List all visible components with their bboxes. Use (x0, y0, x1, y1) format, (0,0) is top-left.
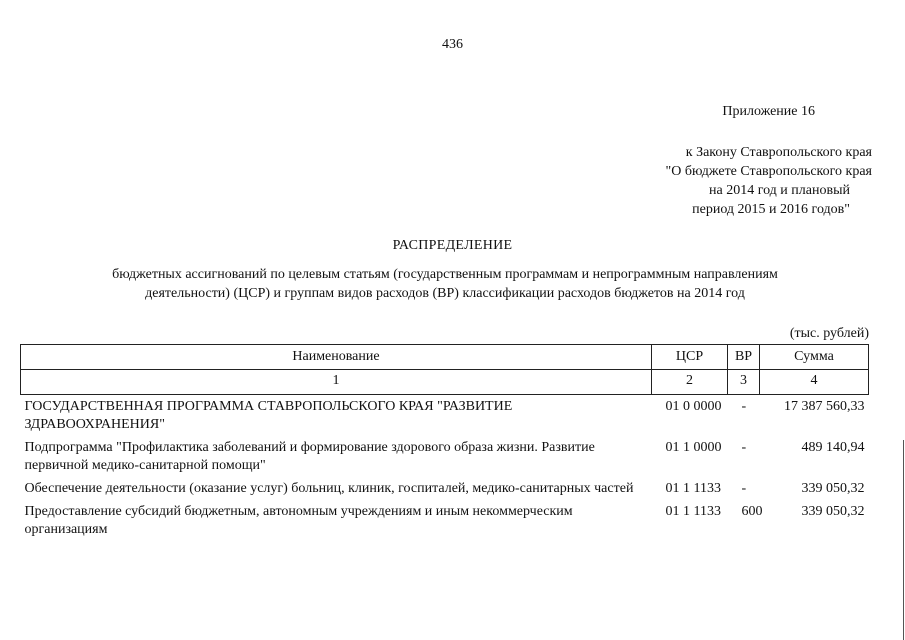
row-sum: 339 050,32 (801, 504, 865, 519)
budget-table (20, 344, 869, 541)
annex-ref-line: на 2014 год и плановый (708, 183, 850, 198)
annex-title: Приложение 16 (722, 104, 815, 119)
page-number: 436 (442, 37, 463, 52)
row-csr: 01 0 0000 (665, 399, 722, 414)
row-name: Предоставление субсидий бюджетным, автономным учреждениям и иным некоммерческим организациям (24, 504, 573, 537)
header-csr: ЦСР (652, 345, 728, 370)
row-csr: 01 1 0000 (665, 440, 722, 455)
column-number: 1 (21, 370, 652, 395)
row-vr: - (741, 440, 747, 455)
column-number: 3 (728, 370, 760, 395)
row-name: Обеспечение деятельности (оказание услуг) больниц, клиник, госпиталей, медико-санитарных частей (24, 481, 634, 496)
column-number-row (21, 370, 869, 395)
table-header-row (21, 345, 869, 370)
table-row (21, 477, 869, 500)
document-title: РАСПРЕДЕЛЕНИЕ (392, 238, 513, 253)
document-subtitle (40, 265, 850, 303)
row-csr: 01 1 1133 (665, 481, 721, 496)
header-vr: ВР (728, 345, 760, 370)
units-label: (тыс. рублей) (789, 326, 869, 341)
table-row (21, 500, 869, 541)
header-name: Наименование (21, 345, 652, 370)
row-vr: - (741, 399, 747, 414)
annex-ref-line: к Закону Ставропольского края (685, 145, 872, 160)
row-sum: 339 050,32 (801, 481, 865, 496)
row-vr: - (741, 481, 747, 496)
row-name: Подпрограмма "Профилактика заболеваний и формирование здорового образа жизни. Развитие первичной медико-санитарной помощи" (24, 440, 595, 473)
table-row (21, 395, 869, 437)
row-sum: 17 387 560,33 (784, 399, 865, 414)
annex-ref-line: период 2015 и 2016 годов" (692, 202, 850, 217)
subtitle-line: бюджетных ассигнований по целевым статьям (государственным программам и непрограммным направлениям (112, 267, 778, 282)
row-vr: 600 (741, 504, 763, 519)
row-name: ГОСУДАРСТВЕННАЯ ПРОГРАММА СТАВРОПОЛЬСКОГО КРАЯ "РАЗВИТИЕ ЗДРАВООХРАНЕНИЯ" (24, 399, 513, 432)
header-sum: Сумма (760, 345, 869, 370)
column-number: 2 (652, 370, 728, 395)
subtitle-line: деятельности) (ЦСР) и группам видов расходов (ВР) классификации расходов бюджетов на 2014 год (145, 286, 745, 301)
annex-ref-line: "О бюджете Ставропольского края (665, 164, 872, 179)
scan-margin-line (903, 440, 904, 640)
row-csr: 01 1 1133 (665, 504, 721, 519)
column-number: 4 (760, 370, 869, 395)
row-sum: 489 140,94 (801, 440, 865, 455)
annex-reference (572, 143, 872, 219)
table-row (21, 436, 869, 477)
